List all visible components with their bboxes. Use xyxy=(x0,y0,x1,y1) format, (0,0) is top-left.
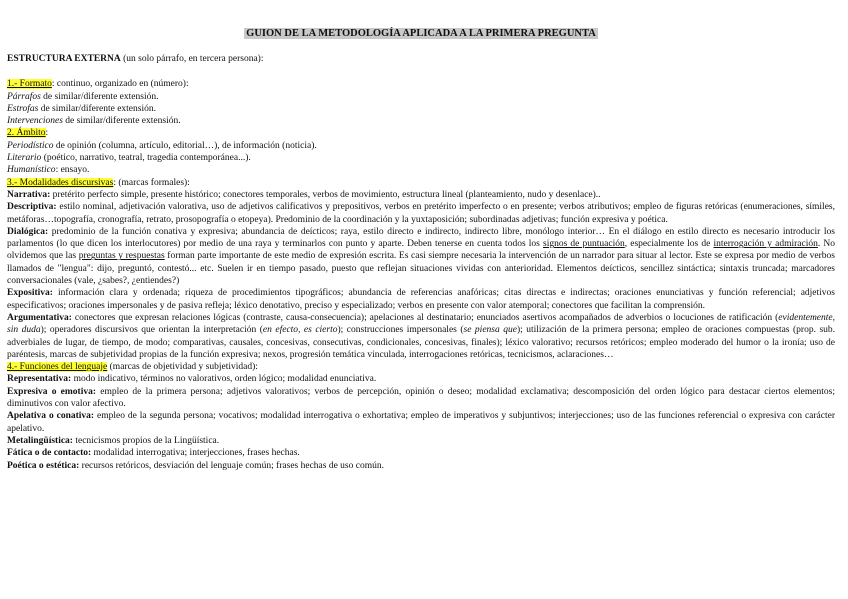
ambito-heading-line xyxy=(7,127,835,139)
dialogica-paragraph xyxy=(7,226,835,287)
narrativa-term: Narrativa: xyxy=(7,189,51,200)
descriptiva-paragraph xyxy=(7,201,835,226)
modalidades-heading: 3.- Modalidades discursivas xyxy=(7,177,114,188)
funcion-term: Expresiva o emotiva: xyxy=(7,386,97,397)
funcion-paragraph xyxy=(7,435,835,447)
argumentativa-example: evidentemente, sin duda xyxy=(7,312,835,336)
ambito-after: : xyxy=(45,128,49,139)
dialogica-text: forman parte importante de este medio de expresión escrita. Es casi siempre necesaria la intervención de un narrador para situar al lector. Este se expresa por medio de verbos llamados de "lengua": dijo, preguntó, contestó... etc. Suelen ir en tiempo pasado, puesto que reflejan situaciones vividas con anterioridad. Elementos deícticos, sencillez sintáctica; sintaxis truncada; marcadores conversacionales (vale, ¿sabes?, ¿entiendes?) xyxy=(7,251,836,287)
funcion-term: Poética o estética: xyxy=(7,460,80,471)
formato-item xyxy=(7,91,835,103)
document-title xyxy=(7,28,835,39)
descriptiva-text: estilo nominal, adjetivación valorativa, uso de adjetivos calificativos y prepositivos, verbos en pretérito imperfecto o en presente; verbos atributivos; empleo de figuras retóricas (enumeraciones, símiles, metáforas…topografía, cronografía, retrato, prosopografía o etopeya). Predominio de la coordinación y la yuxtaposición; subordinadas adjetivas; función expresiva y poética. xyxy=(7,202,835,225)
argumentativa-term: Argumentativa: xyxy=(7,312,72,323)
formato-after: : continuo, organizado en (número): xyxy=(51,79,189,90)
estructura-heading: ESTRUCTURA EXTERNA xyxy=(7,54,121,64)
dialogica-underlined: signos de puntuación xyxy=(543,239,625,250)
argumentativa-text: ); operadores discursivos que orientan la interpretación ( xyxy=(40,325,263,336)
expositiva-text: información clara y ordenada; riqueza de procedimientos tipográficos; abundancia de referencias anafóricas; citas directas e indirectas; oraciones enunciativas y función referencial; adjetivos especificativos; oraciones impersonales y de pasiva refleja; léxico denotativo, preciso y especializado; verbos en presente con valor atemporal; conectores que facilitan la comprensión. xyxy=(7,288,835,311)
dialogica-term: Dialógica: xyxy=(7,226,49,237)
argumentativa-text: ); utilización de la primera persona; empleo de oraciones compuestas (prop. sub. adverbiales de lugar, de tiempo, de modo; comparativas, causales, concesivas, consecutivas, condicionales, concesivas, finales); léxico valorativo; recursos retóricos; empleo moderado del humor o la ironía; uso de paréntesis, marcas de subjetividad propias de la función expresiva; nexos, progresión temática vinculada, interrogaciones retóricas, tecnicismos, aclaraciones… xyxy=(7,325,836,360)
ambito-item xyxy=(7,140,835,152)
narrativa-paragraph xyxy=(7,189,835,201)
formato-item-term: Estrofas xyxy=(7,103,39,114)
ambito-item-term: Literario xyxy=(7,153,42,164)
expositiva-term: Expositiva: xyxy=(7,288,53,299)
dialogica-text: , especialmente los de xyxy=(624,239,714,250)
funcion-paragraph xyxy=(7,410,835,435)
formato-item xyxy=(7,115,835,127)
funcion-term: Metalingüística: xyxy=(7,435,73,446)
narrativa-text: pretérito perfecto simple, presente histórico; conectores temporales, verbos de movimiento, estructura lineal (planteamiento, nudo y desenlace).. xyxy=(50,189,601,200)
funcion-paragraph xyxy=(7,373,835,385)
funciones-heading: 4.- Funciones del lenguaje xyxy=(7,362,108,373)
formato-heading: 1.- Formato xyxy=(7,79,52,90)
formato-item-term: Párrafos xyxy=(7,91,41,102)
ambito-item xyxy=(7,152,835,164)
funcion-term: Fática o de contacto: xyxy=(7,448,92,459)
estructura-line xyxy=(7,53,835,65)
funciones-heading-line xyxy=(7,361,835,373)
modalidades-after: : (marcas formales): xyxy=(113,177,190,188)
argumentativa-paragraph xyxy=(7,312,835,361)
dialogica-underlined: interrogación y admiración xyxy=(713,239,818,250)
argumentativa-example: en efecto, es cierto xyxy=(262,325,338,336)
funcion-text: tecnicismos propios de la Lingüística. xyxy=(72,435,220,446)
document-page xyxy=(7,28,835,472)
funcion-text: modo indicativo, términos no valorativos, orden lógico; modalidad enunciativa. xyxy=(71,374,377,385)
funcion-text: empleo de la primera persona; adjetivos valorativos; verbos de percepción, opinión o deseo; modalidad exclamativa; descomposición del orden lógico para destacar ciertos elementos; diminutivos con valor afectivo. xyxy=(7,386,835,410)
estructura-note: (un solo párrafo, en tercera persona): xyxy=(120,54,264,64)
document-body xyxy=(7,53,835,472)
dialogica-underlined: preguntas y respuestas xyxy=(78,251,165,262)
dialogica-text: . No olvidemos que las xyxy=(7,239,835,262)
modalidades-heading-line xyxy=(7,177,835,189)
formato-item-rest: de similar/diferente extensión. xyxy=(40,91,159,102)
formato-item-term: Intervenciones xyxy=(7,116,63,127)
funcion-term: Representativa: xyxy=(7,374,72,385)
descriptiva-term: Descriptiva: xyxy=(7,202,57,213)
ambito-item-term: Periodístico xyxy=(7,140,54,151)
funcion-text: empleo de la segunda persona; vocativos; modalidad interrogativa o exhortativa; empleo de imperativos y subjuntivos; interjecciones; uso de las funciones referencial o expresiva con carácter apelativo. xyxy=(7,411,835,434)
ambito-heading: 2. Ámbito xyxy=(7,128,46,139)
ambito-item-rest: : ensayo. xyxy=(55,165,90,176)
argumentativa-text: conectores que expresan relaciones lógicas (contraste, causa-consecuencia); apelaciones al destinatario; enunciados asertivos acompañados de adverbios o locuciones de ratificación ( xyxy=(71,312,779,323)
ambito-item xyxy=(7,164,835,176)
ambito-item-rest: de opinión (columna, artículo, editorial…), de información (noticia). xyxy=(53,140,317,151)
formato-heading-line xyxy=(7,78,835,90)
funcion-text: modalidad interrogativa; interjecciones, frases hechas. xyxy=(91,448,300,459)
ambito-item-term: Humanístico xyxy=(7,165,56,176)
funciones-after: (marcas de objetividad y subjetividad): xyxy=(107,362,258,373)
funcion-paragraph xyxy=(7,447,835,459)
funcion-paragraph xyxy=(7,460,835,472)
funcion-term: Apelativa o conativa: xyxy=(7,411,95,422)
funcion-paragraph xyxy=(7,386,835,411)
argumentativa-example: se piensa que xyxy=(463,325,517,336)
formato-item-rest: de similar/diferente extensión. xyxy=(62,116,181,127)
dialogica-text: predominio de la función conativa y expresiva; abundancia de deícticos; raya, estilo directo e indirecto, indirecto libre, monólogo interior… En el diálogo en estilo directo es necesario introducir los parlamentos (lo que dicen los interlocutores) por medio de una raya y terminarlos con punto y aparte. Deben tenerse en cuenta todos los xyxy=(7,226,835,250)
formato-item xyxy=(7,103,835,115)
document-title-text: GUION DE LA METODOLOGÍA APLICADA A LA PRIMERA PREGUNTA xyxy=(246,28,596,39)
expositiva-paragraph xyxy=(7,287,835,312)
funcion-text: recursos retóricos, desviación del lenguaje común; frases hechas de uso común. xyxy=(79,460,384,471)
formato-item-rest: de similar/diferente extensión. xyxy=(38,103,156,114)
ambito-item-rest: (poético, narrativo, teatral, tragedia contemporánea...). xyxy=(41,153,251,164)
argumentativa-text: ); construcciones impersonales ( xyxy=(337,325,464,336)
